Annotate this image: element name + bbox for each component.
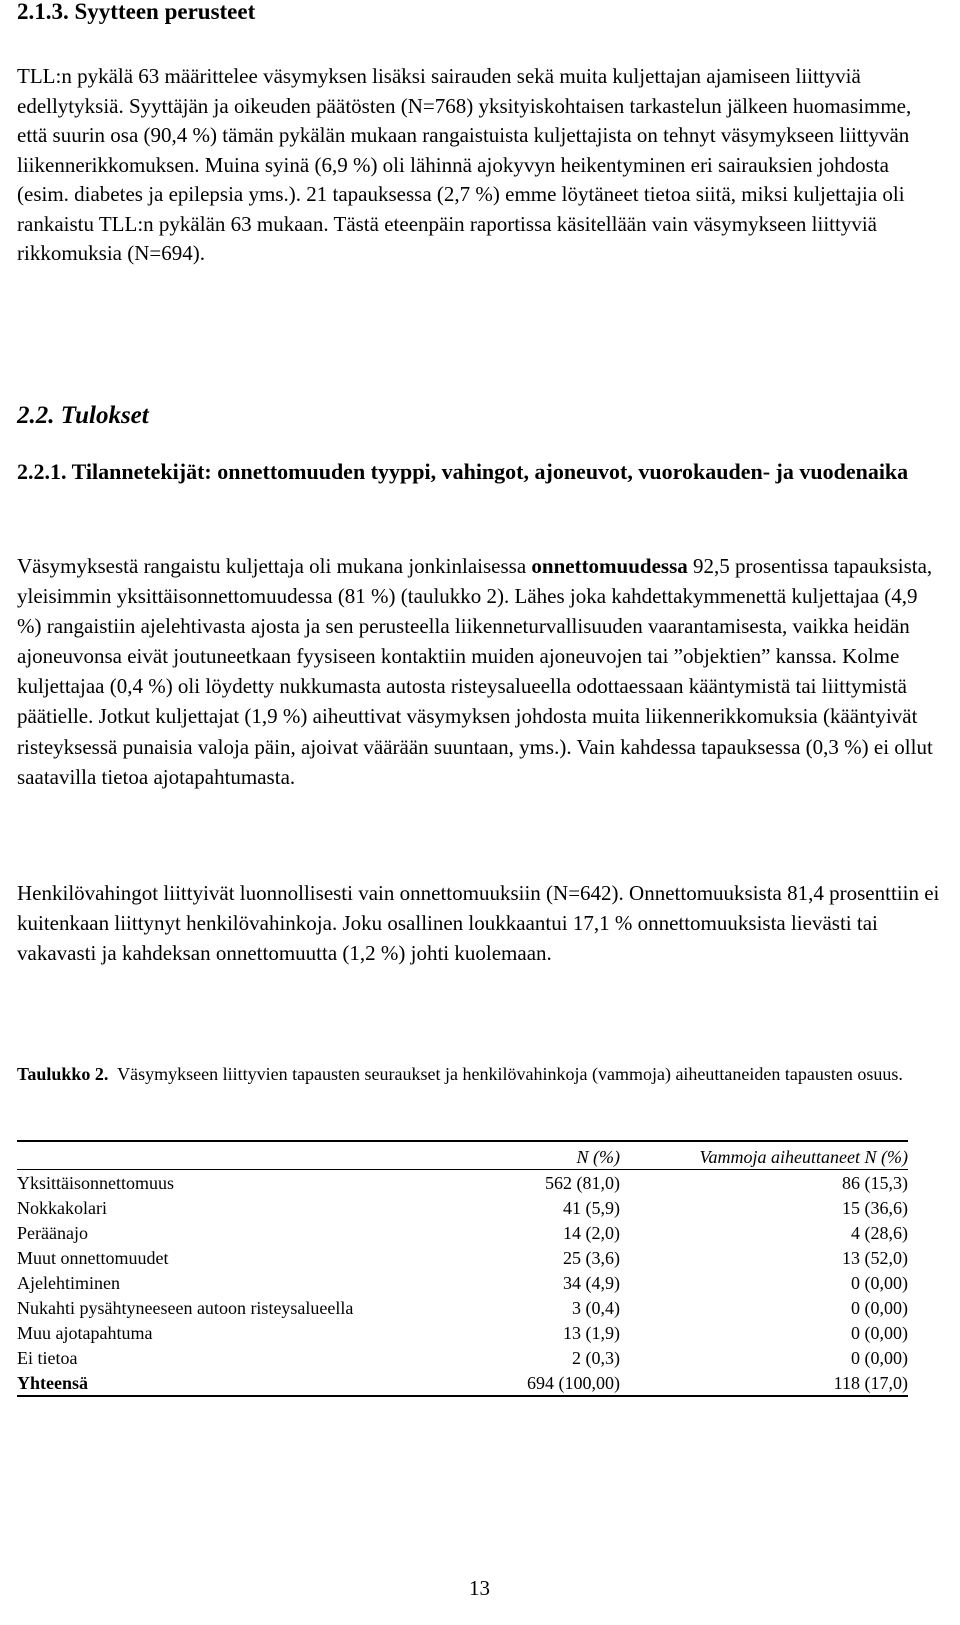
row-injuries: 4 (28,6) <box>851 1223 908 1243</box>
table-row <box>17 1245 908 1270</box>
table-header-label <box>17 1141 447 1170</box>
total-n: 694 (100,00) <box>447 1370 620 1396</box>
table-caption-text: Väsymykseen liittyvien tapausten seuraukset ja henkilövahinkoja (vammoja) aiheuttaneiden tapausten osuus. <box>117 1064 903 1084</box>
row-injuries: 0 (0,00) <box>851 1348 908 1368</box>
row-label: Nukahti pysähtyneeseen autoon risteysalueella <box>17 1298 354 1318</box>
row-n: 34 (4,9) <box>563 1273 620 1293</box>
row-injuries: 0 (0,00) <box>851 1323 908 1343</box>
table-row <box>17 1170 908 1196</box>
results-heading: 2.2. Tulokset <box>17 402 149 429</box>
total-label: Yhteensä <box>17 1370 447 1396</box>
row-n: 2 (0,3) <box>572 1348 620 1368</box>
row-injuries: 0 (0,00) <box>851 1273 908 1293</box>
row-n: 41 (5,9) <box>563 1198 620 1218</box>
page-number: 13 <box>469 1576 490 1600</box>
row-n: 14 (2,0) <box>563 1223 620 1243</box>
row-label: Ajelehtiminen <box>17 1273 120 1293</box>
paragraph-grounds: TLL:n pykälä 63 määrittelee väsymyksen lisäksi sairauden sekä muita kuljettajan ajamiseen liittyviä edellytyksiä. Syyttäjän ja oikeuden päätösten (N=768) yksityiskohtaisen tarkastelun jälkeen huomasimme, että suurin osa (90,4 %) tämän pykälän mukaan rangaistuista kuljettajista on tehnyt väsymykseen liittyvän liikennerikkomuksen. Muina syinä (6,9 %) oli lähinnä ajokyvyn heikentyminen eri sairauksien johdosta (esim. diabetes ja epilepsia yms.). 21 tapauksessa (2,7 %) emme löytäneet tietoa siitä, miksi kuljettajia oli rankaistu TLL:n pykälän 63 mukaan. Tästä eteenpäin raportissa käsitellään vain väsymykseen liittyviä rikkomuksia (N=694). <box>17 64 912 265</box>
row-n: 3 (0,4) <box>572 1298 620 1318</box>
row-label: Nokkakolari <box>17 1198 107 1218</box>
row-n: 13 (1,9) <box>563 1323 620 1343</box>
row-label: Ei tietoa <box>17 1348 78 1368</box>
row-injuries: 0 (0,00) <box>851 1298 908 1318</box>
paragraph-accidents-part1: Väsymyksestä rangaistu kuljettaja oli mukana jonkinlaisessa <box>17 554 532 578</box>
subsection-heading: 2.2.1. Tilannetekijät: onnettomuuden tyyppi, vahingot, ajoneuvot, vuorokauden- ja vuodenaika <box>17 459 909 484</box>
table-row <box>17 1345 908 1370</box>
paragraph-accidents <box>17 551 942 792</box>
table-row <box>17 1195 908 1220</box>
row-injuries: 15 (36,6) <box>842 1198 908 1218</box>
table-row <box>17 1295 908 1320</box>
table-caption-label: Taulukko 2. <box>17 1064 109 1084</box>
table-header-row <box>17 1141 908 1170</box>
table-total-row <box>17 1370 908 1396</box>
row-n: 25 (3,6) <box>563 1248 620 1268</box>
total-injuries: 118 (17,0) <box>620 1370 908 1396</box>
table-row <box>17 1270 908 1295</box>
results-table <box>17 1140 908 1397</box>
row-injuries: 86 (15,3) <box>842 1173 908 1193</box>
row-label: Muut onnettomuudet <box>17 1248 169 1268</box>
row-injuries: 13 (52,0) <box>842 1248 908 1268</box>
row-label: Peräänajo <box>17 1223 88 1243</box>
row-n: 562 (81,0) <box>545 1173 620 1193</box>
table-row <box>17 1220 908 1245</box>
table-header-injuries: Vammoja aiheuttaneet N (%) <box>620 1141 908 1170</box>
section-heading: 2.1.3. Syytteen perusteet <box>17 0 256 24</box>
table-caption <box>17 1062 942 1086</box>
table-header-n: N (%) <box>447 1141 620 1170</box>
table-row <box>17 1320 908 1345</box>
paragraph-injuries: Henkilövahingot liittyivät luonnollisesti vain onnettomuuksiin (N=642). Onnettomuuksista 81,4 prosenttiin ei kuitenkaan liittynyt henkilövahinkoja. Joku osallinen loukkaantui 17,1 % onnettomuuksista lievästi tai vakavasti ja kahdeksan onnettomuutta (1,2 %) johti kuolemaan. <box>17 881 940 966</box>
row-label: Yksittäisonnettomuus <box>17 1173 174 1193</box>
paragraph-accidents-part2: 92,5 prosentissa tapauksista, yleisimmin yksittäisonnettomuudessa (81 %) (taulukko 2). Lähes joka kahdettakymmenettä kuljettajaa (4,9 %) rangaistiin ajelehtivasta ajosta ja sen perusteella liikenneturvallisuuden vaarantamisesta, vaikka heidän ajoneuvonsa eivät joutuneetkaan fyysiseen kontaktiin muiden ajoneuvojen tai ”objektien” kanssa. Kolme kuljettajaa (0,4 %) oli löydetty nukkumasta autosta risteysalueella odottaessaan kääntymistä tai liittymistä päätielle. Jotkut kuljettajat (1,9 %) aiheuttivat väsymyksen johdosta muita liikennerikkomuksia (kääntyivät risteyksessä punaisia valoja päin, ajoivat väärään suuntaan, yms.). Vain kahdessa tapauksessa (0,3 %) ei ollut saatavilla tietoa ajotapahtumasta. <box>17 554 933 789</box>
paragraph-accidents-bold: onnettomuudessa <box>531 554 688 578</box>
row-label: Muu ajotapahtuma <box>17 1323 153 1343</box>
